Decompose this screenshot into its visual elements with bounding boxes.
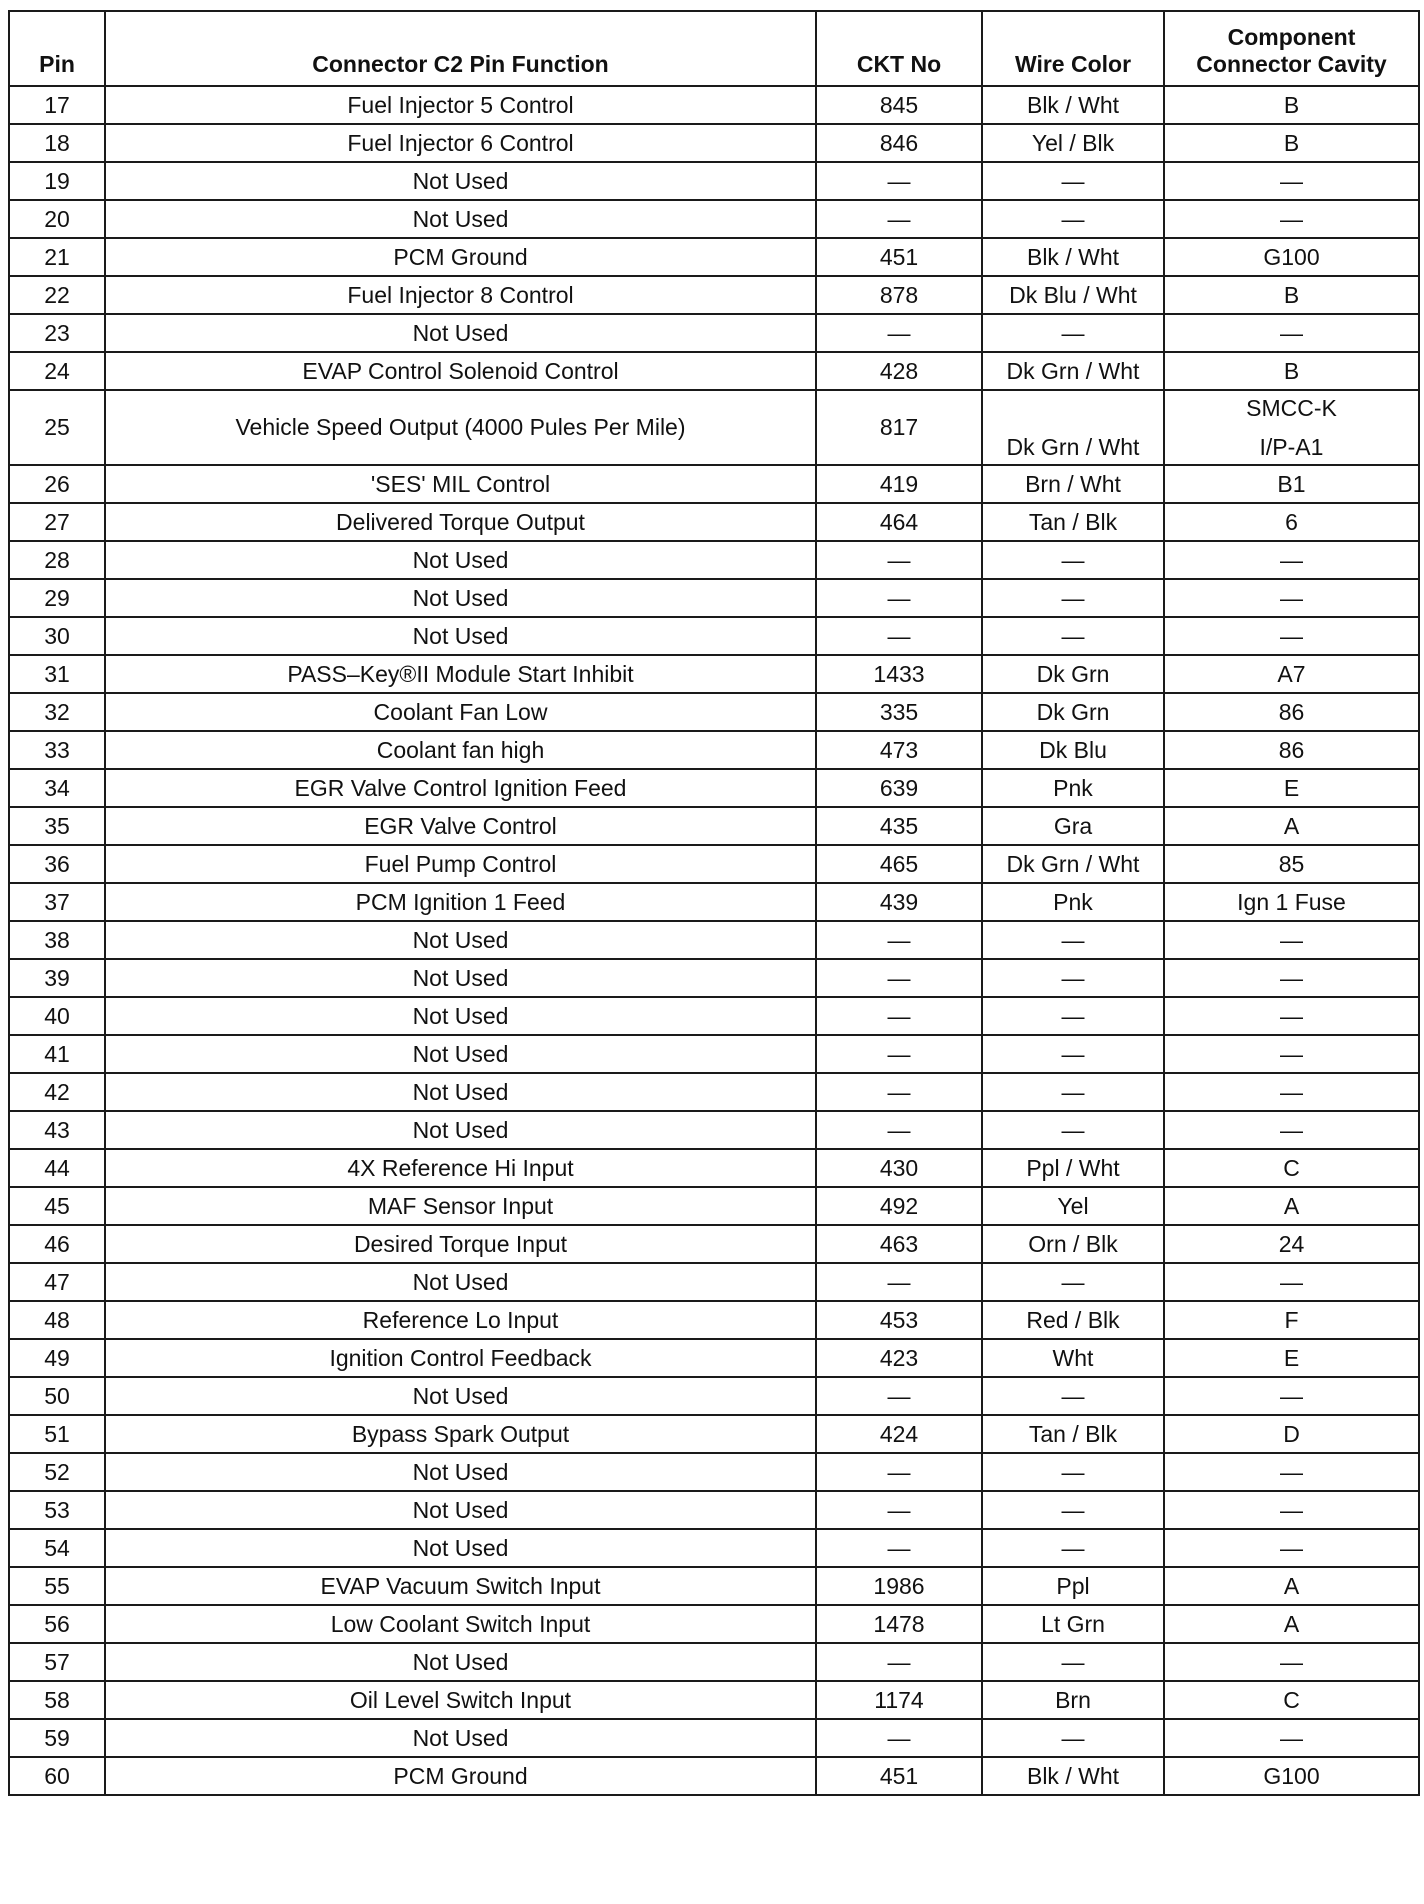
header-ckt: CKT No — [816, 11, 982, 86]
table-row — [9, 1605, 1419, 1643]
ckt-cell: — — [816, 1453, 982, 1491]
table-row — [9, 276, 1419, 314]
pin-cell: 59 — [9, 1719, 105, 1757]
cavity-cell: C — [1164, 1681, 1419, 1719]
wire-color-cell: Yel / Blk — [982, 124, 1164, 162]
pin-cell: 48 — [9, 1301, 105, 1339]
wire-color-cell: Brn — [982, 1681, 1164, 1719]
pin-cell: 58 — [9, 1681, 105, 1719]
cavity-cell: A — [1164, 1567, 1419, 1605]
pin-cell: 22 — [9, 276, 105, 314]
cavity-cell: — — [1164, 1491, 1419, 1529]
wire-color-cell: Pnk — [982, 769, 1164, 807]
table-row — [9, 883, 1419, 921]
pin-cell: 54 — [9, 1529, 105, 1567]
wire-color-cell: Blk / Wht — [982, 86, 1164, 124]
table-row — [9, 1263, 1419, 1301]
cavity-cell: — — [1164, 579, 1419, 617]
table-row — [9, 238, 1419, 276]
table-row — [9, 997, 1419, 1035]
table-row — [9, 1719, 1419, 1757]
header-function: Connector C2 Pin Function — [105, 11, 816, 86]
ckt-cell: — — [816, 1491, 982, 1529]
table-row — [9, 465, 1419, 503]
ckt-cell: 435 — [816, 807, 982, 845]
function-cell: Not Used — [105, 1111, 816, 1149]
ckt-cell: — — [816, 997, 982, 1035]
ckt-cell: 465 — [816, 845, 982, 883]
wire-color-cell: — — [982, 1491, 1164, 1529]
wire-color-cell — [982, 390, 1164, 465]
pin-cell: 19 — [9, 162, 105, 200]
wire-color-cell: Blk / Wht — [982, 1757, 1164, 1795]
pin-cell: 57 — [9, 1643, 105, 1681]
cavity-cell: G100 — [1164, 238, 1419, 276]
pin-cell: 23 — [9, 314, 105, 352]
function-cell: 'SES' MIL Control — [105, 465, 816, 503]
wire-color-cell: — — [982, 1035, 1164, 1073]
ckt-cell: — — [816, 1643, 982, 1681]
table-header-row — [9, 11, 1419, 86]
function-cell: Not Used — [105, 1529, 816, 1567]
header-cavity-line1: Component — [1227, 24, 1356, 51]
table-row — [9, 617, 1419, 655]
pin-cell: 55 — [9, 1567, 105, 1605]
pin-cell: 24 — [9, 352, 105, 390]
wire-color-cell: — — [982, 1643, 1164, 1681]
table-row — [9, 314, 1419, 352]
pin-cell: 60 — [9, 1757, 105, 1795]
wire-color-cell: — — [982, 1719, 1164, 1757]
ckt-cell: 428 — [816, 352, 982, 390]
cavity-cell: — — [1164, 1529, 1419, 1567]
table-row — [9, 124, 1419, 162]
cavity-cell: B — [1164, 124, 1419, 162]
cavity-line2: I/P-A1 — [1259, 433, 1324, 460]
pin-cell: 39 — [9, 959, 105, 997]
pin-cell: 36 — [9, 845, 105, 883]
function-cell: Fuel Injector 6 Control — [105, 124, 816, 162]
function-cell: Fuel Injector 8 Control — [105, 276, 816, 314]
wire-color-cell: Lt Grn — [982, 1605, 1164, 1643]
ckt-cell: — — [816, 921, 982, 959]
header-pin: Pin — [9, 11, 105, 86]
table-row — [9, 1567, 1419, 1605]
wire-color-cell: Gra — [982, 807, 1164, 845]
wire-color-cell: Dk Grn / Wht — [982, 352, 1164, 390]
function-cell: PCM Ignition 1 Feed — [105, 883, 816, 921]
ckt-cell: 845 — [816, 86, 982, 124]
cavity-cell: — — [1164, 200, 1419, 238]
function-cell: Not Used — [105, 1263, 816, 1301]
pin-cell: 47 — [9, 1263, 105, 1301]
function-cell: Not Used — [105, 1491, 816, 1529]
wire-color-cell: — — [982, 1529, 1164, 1567]
wire-color-cell: — — [982, 921, 1164, 959]
table-row — [9, 693, 1419, 731]
wire-color-cell: Yel — [982, 1187, 1164, 1225]
table-row — [9, 541, 1419, 579]
function-cell: Reference Lo Input — [105, 1301, 816, 1339]
wire-color-cell: — — [982, 1263, 1164, 1301]
cavity-line1: SMCC-K — [1246, 395, 1337, 421]
table-body — [9, 86, 1419, 1795]
table-row — [9, 579, 1419, 617]
pin-cell: 46 — [9, 1225, 105, 1263]
cavity-cell: 6 — [1164, 503, 1419, 541]
header-cavity-line2: Connector Cavity — [1196, 50, 1387, 77]
cavity-cell: F — [1164, 1301, 1419, 1339]
ckt-cell: 451 — [816, 238, 982, 276]
ckt-cell: — — [816, 1377, 982, 1415]
pin-cell: 37 — [9, 883, 105, 921]
ckt-cell: 335 — [816, 693, 982, 731]
wire-color-cell: — — [982, 541, 1164, 579]
ckt-cell: 473 — [816, 731, 982, 769]
function-cell: Not Used — [105, 162, 816, 200]
cavity-cell: — — [1164, 162, 1419, 200]
pin-cell: 33 — [9, 731, 105, 769]
wire-color-cell: Tan / Blk — [982, 1415, 1164, 1453]
wire-color-cell: Ppl / Wht — [982, 1149, 1164, 1187]
function-cell: Vehicle Speed Output (4000 Pules Per Mile) — [105, 390, 816, 465]
wire-color-text: Dk Grn / Wht — [1006, 433, 1140, 460]
cavity-cell: A — [1164, 1605, 1419, 1643]
table-row — [9, 1035, 1419, 1073]
wire-color-cell: Dk Blu — [982, 731, 1164, 769]
pin-cell: 26 — [9, 465, 105, 503]
ckt-cell: — — [816, 617, 982, 655]
wire-color-cell: — — [982, 579, 1164, 617]
cavity-cell: — — [1164, 314, 1419, 352]
table-row — [9, 769, 1419, 807]
ckt-cell: 439 — [816, 883, 982, 921]
cavity-cell: A — [1164, 1187, 1419, 1225]
ckt-cell: 846 — [816, 124, 982, 162]
function-cell: MAF Sensor Input — [105, 1187, 816, 1225]
function-cell: Fuel Pump Control — [105, 845, 816, 883]
ckt-cell: — — [816, 959, 982, 997]
wire-color-cell: — — [982, 617, 1164, 655]
wire-color-cell: Dk Grn — [982, 655, 1164, 693]
ckt-cell: — — [816, 314, 982, 352]
table-row — [9, 1757, 1419, 1795]
table-row — [9, 921, 1419, 959]
function-cell: PASS–Key®II Module Start Inhibit — [105, 655, 816, 693]
ckt-cell: — — [816, 541, 982, 579]
pin-cell: 49 — [9, 1339, 105, 1377]
table-row — [9, 1339, 1419, 1377]
wire-color-cell: — — [982, 959, 1164, 997]
pin-cell: 43 — [9, 1111, 105, 1149]
function-cell: Low Coolant Switch Input — [105, 1605, 816, 1643]
function-cell: Ignition Control Feedback — [105, 1339, 816, 1377]
pin-cell: 28 — [9, 541, 105, 579]
pin-cell: 50 — [9, 1377, 105, 1415]
function-cell: Not Used — [105, 1073, 816, 1111]
table-row — [9, 959, 1419, 997]
cavity-cell: D — [1164, 1415, 1419, 1453]
cavity-cell: — — [1164, 997, 1419, 1035]
pin-cell: 44 — [9, 1149, 105, 1187]
ckt-cell: — — [816, 1719, 982, 1757]
table-row — [9, 200, 1419, 238]
cavity-cell: E — [1164, 769, 1419, 807]
function-cell: Not Used — [105, 314, 816, 352]
cavity-cell: B — [1164, 352, 1419, 390]
pin-cell: 17 — [9, 86, 105, 124]
pin-cell: 29 — [9, 579, 105, 617]
table-row — [9, 1415, 1419, 1453]
pin-table-sheet — [8, 10, 1418, 1896]
cavity-cell: — — [1164, 1453, 1419, 1491]
ckt-cell: — — [816, 162, 982, 200]
cavity-cell: — — [1164, 541, 1419, 579]
function-cell: Not Used — [105, 1719, 816, 1757]
table-row — [9, 1643, 1419, 1681]
function-cell: Not Used — [105, 1453, 816, 1491]
wire-color-cell: Ppl — [982, 1567, 1164, 1605]
cavity-cell: — — [1164, 959, 1419, 997]
table-row — [9, 1377, 1419, 1415]
ckt-cell: 639 — [816, 769, 982, 807]
ckt-cell: 424 — [816, 1415, 982, 1453]
pin-cell: 32 — [9, 693, 105, 731]
function-cell: Oil Level Switch Input — [105, 1681, 816, 1719]
function-cell: PCM Ground — [105, 1757, 816, 1795]
pin-cell: 18 — [9, 124, 105, 162]
pin-cell: 31 — [9, 655, 105, 693]
cavity-cell: 86 — [1164, 731, 1419, 769]
wire-color-cell: Blk / Wht — [982, 238, 1164, 276]
cavity-cell: — — [1164, 617, 1419, 655]
ckt-cell: — — [816, 1073, 982, 1111]
ckt-cell: 430 — [816, 1149, 982, 1187]
cavity-cell: B1 — [1164, 465, 1419, 503]
table-row — [9, 162, 1419, 200]
table-row — [9, 655, 1419, 693]
ckt-cell: 492 — [816, 1187, 982, 1225]
wire-color-cell: — — [982, 162, 1164, 200]
wire-color-cell: — — [982, 1111, 1164, 1149]
function-cell: EGR Valve Control — [105, 807, 816, 845]
pin-cell: 42 — [9, 1073, 105, 1111]
cavity-cell — [1164, 390, 1419, 465]
cavity-cell: C — [1164, 1149, 1419, 1187]
ckt-cell: 817 — [816, 390, 982, 465]
wire-color-cell: — — [982, 1453, 1164, 1491]
ckt-cell: 451 — [816, 1757, 982, 1795]
table-row — [9, 1453, 1419, 1491]
cavity-cell: — — [1164, 1111, 1419, 1149]
cavity-cell: B — [1164, 276, 1419, 314]
table-row — [9, 1187, 1419, 1225]
table-row — [9, 86, 1419, 124]
wire-color-cell: Pnk — [982, 883, 1164, 921]
ckt-cell: — — [816, 1111, 982, 1149]
ckt-cell: 1986 — [816, 1567, 982, 1605]
ckt-cell: 1478 — [816, 1605, 982, 1643]
function-cell: PCM Ground — [105, 238, 816, 276]
cavity-cell: — — [1164, 1377, 1419, 1415]
wire-color-cell: Wht — [982, 1339, 1164, 1377]
cavity-cell: A — [1164, 807, 1419, 845]
function-cell: Not Used — [105, 997, 816, 1035]
function-cell: Not Used — [105, 200, 816, 238]
cavity-cell: Ign 1 Fuse — [1164, 883, 1419, 921]
function-cell: Not Used — [105, 959, 816, 997]
function-cell: Desired Torque Input — [105, 1225, 816, 1263]
function-cell: Not Used — [105, 1643, 816, 1681]
cavity-cell: 85 — [1164, 845, 1419, 883]
ckt-cell: — — [816, 1035, 982, 1073]
ckt-cell: 423 — [816, 1339, 982, 1377]
function-cell: Not Used — [105, 541, 816, 579]
pin-cell: 21 — [9, 238, 105, 276]
table-row — [9, 1529, 1419, 1567]
ckt-cell: 1433 — [816, 655, 982, 693]
cavity-stack — [1165, 391, 1418, 464]
wire-color-cell: Dk Grn / Wht — [982, 845, 1164, 883]
cavity-cell: — — [1164, 1073, 1419, 1111]
cavity-cell: B — [1164, 86, 1419, 124]
function-cell: Not Used — [105, 579, 816, 617]
ckt-cell: 1174 — [816, 1681, 982, 1719]
ckt-cell: 878 — [816, 276, 982, 314]
pin-cell: 56 — [9, 1605, 105, 1643]
cavity-cell: E — [1164, 1339, 1419, 1377]
table-row — [9, 1149, 1419, 1187]
pin-cell: 20 — [9, 200, 105, 238]
cavity-cell: A7 — [1164, 655, 1419, 693]
cavity-cell: — — [1164, 921, 1419, 959]
pin-cell: 38 — [9, 921, 105, 959]
ckt-cell: — — [816, 1263, 982, 1301]
pin-cell: 30 — [9, 617, 105, 655]
header-component-cavity — [1164, 11, 1419, 86]
function-cell: EVAP Vacuum Switch Input — [105, 1567, 816, 1605]
ckt-cell: — — [816, 200, 982, 238]
table-row — [9, 390, 1419, 465]
pin-cell: 41 — [9, 1035, 105, 1073]
function-cell: EGR Valve Control Ignition Feed — [105, 769, 816, 807]
table-row — [9, 1681, 1419, 1719]
pin-cell: 35 — [9, 807, 105, 845]
cavity-cell: — — [1164, 1643, 1419, 1681]
table-row — [9, 1111, 1419, 1149]
table-row — [9, 845, 1419, 883]
cavity-cell: — — [1164, 1035, 1419, 1073]
pin-cell: 27 — [9, 503, 105, 541]
wire-color-cell: Orn / Blk — [982, 1225, 1164, 1263]
pin-cell: 34 — [9, 769, 105, 807]
ckt-cell: — — [816, 579, 982, 617]
table-row — [9, 1073, 1419, 1111]
pin-cell: 53 — [9, 1491, 105, 1529]
ckt-cell: — — [816, 1529, 982, 1567]
cavity-cell: 86 — [1164, 693, 1419, 731]
cavity-cell: — — [1164, 1719, 1419, 1757]
ckt-cell: 464 — [816, 503, 982, 541]
table-row — [9, 807, 1419, 845]
table-row — [9, 1301, 1419, 1339]
pin-cell: 52 — [9, 1453, 105, 1491]
connector-c2-pin-table — [8, 10, 1420, 1796]
function-cell: Fuel Injector 5 Control — [105, 86, 816, 124]
pin-cell: 40 — [9, 997, 105, 1035]
function-cell: Coolant Fan Low — [105, 693, 816, 731]
table-row — [9, 503, 1419, 541]
wire-color-cell: — — [982, 314, 1164, 352]
wire-color-wrap — [983, 391, 1163, 464]
function-cell: Not Used — [105, 921, 816, 959]
wire-color-cell: — — [982, 997, 1164, 1035]
function-cell: Bypass Spark Output — [105, 1415, 816, 1453]
table-row — [9, 731, 1419, 769]
ckt-cell: 463 — [816, 1225, 982, 1263]
wire-color-cell: Brn / Wht — [982, 465, 1164, 503]
wire-color-cell: — — [982, 200, 1164, 238]
wire-color-cell: Tan / Blk — [982, 503, 1164, 541]
ckt-cell: 453 — [816, 1301, 982, 1339]
table-row — [9, 1491, 1419, 1529]
cavity-cell: — — [1164, 1263, 1419, 1301]
wire-color-cell: Red / Blk — [982, 1301, 1164, 1339]
ckt-cell: 419 — [816, 465, 982, 503]
pin-cell: 45 — [9, 1187, 105, 1225]
cavity-cell: G100 — [1164, 1757, 1419, 1795]
pin-cell: 25 — [9, 390, 105, 465]
function-cell: EVAP Control Solenoid Control — [105, 352, 816, 390]
header-wire-color: Wire Color — [982, 11, 1164, 86]
function-cell: Not Used — [105, 1377, 816, 1415]
function-cell: Not Used — [105, 1035, 816, 1073]
function-cell: Delivered Torque Output — [105, 503, 816, 541]
wire-color-cell: — — [982, 1377, 1164, 1415]
function-cell: 4X Reference Hi Input — [105, 1149, 816, 1187]
function-cell: Not Used — [105, 617, 816, 655]
wire-color-cell: Dk Blu / Wht — [982, 276, 1164, 314]
cavity-cell: 24 — [1164, 1225, 1419, 1263]
wire-color-cell: — — [982, 1073, 1164, 1111]
function-cell: Coolant fan high — [105, 731, 816, 769]
pin-cell: 51 — [9, 1415, 105, 1453]
wire-color-cell: Dk Grn — [982, 693, 1164, 731]
table-row — [9, 1225, 1419, 1263]
table-row — [9, 352, 1419, 390]
